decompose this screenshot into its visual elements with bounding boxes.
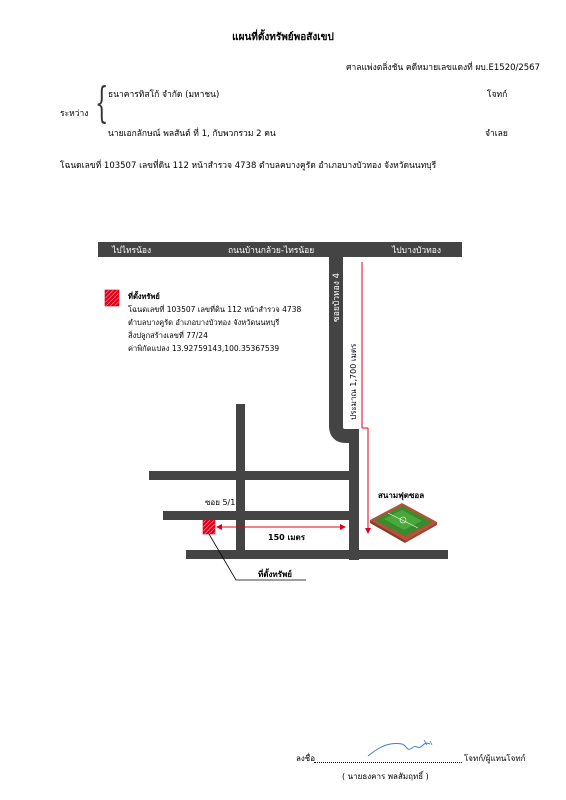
plaintiff-role: โจทก์ [487, 90, 508, 100]
property-parcel [203, 520, 215, 534]
signature-line [314, 762, 462, 763]
sign-label: ลงชื่อ [296, 754, 316, 763]
legend-line-1: โฉนดเลขที่ 103507 เลขที่ดิน 112 หน้าสำรวจ 4738 [128, 305, 302, 314]
main-road-left-label: ไปไทรน้อง [112, 246, 152, 256]
main-road-right-label: ไปบางบัวทอง [392, 246, 442, 256]
plaintiff-name: ธนาคารทิสโก้ จำกัด (มหาชน) [108, 90, 220, 100]
document-title: แผนที่ตั้งทรัพย์พอสังเขป [232, 32, 334, 43]
connector-road [349, 429, 359, 560]
deed-line: โฉนดเลขที่ 103507 เลขที่ดิน 112 หน้าสำรวจ 4738 ตำบลคบางคูรัด อำเภอบางบัวทอง จังหวัดนนทบุรี [60, 161, 437, 171]
legend [128, 290, 301, 355]
defendant-role: จำเลย [485, 129, 508, 139]
futsal-field-label: สนามฟุตซอล [378, 491, 425, 500]
main-road-center-label: ถนนบ้านกล้วย-ไทรน้อย [228, 246, 315, 256]
local-road-upper [149, 471, 359, 480]
futsal-field-icon [370, 503, 437, 543]
local-road-lower [186, 550, 448, 559]
distance-short-label: 150 เมตร [268, 533, 305, 542]
defendant-name: นายเอกลักษณ์ พลสันต์ ที่ 1, กับพวกรวม 2 คน [108, 129, 276, 139]
party-brace: { [95, 78, 109, 127]
property-marker-label: ที่ตั้งทรัพย์ [258, 570, 292, 579]
between-label: ระหว่าง [60, 109, 89, 119]
legend-title: ที่ตั้งทรัพย์ [128, 292, 160, 301]
soi-road-label: ซอยบัวทอง 4 [332, 273, 342, 322]
legend-line-4: ค่าพิกัดแปลง 13.92759143,100.35367539 [128, 344, 280, 353]
court-case-line: ศาลแพ่งตลิ่งชัน คดีหมายเลขแดงที่ ผบ.E1520/2567 [346, 63, 540, 73]
signer-name: ( นายธงคาร พลสัมฤทธิ์ ) [342, 772, 429, 781]
legend-swatch-icon [105, 290, 119, 306]
soi-small-label: ซอย 5/1 [205, 498, 236, 507]
local-road-vertical [236, 404, 245, 554]
distance-long-label: ประมาณ 1,700 เมตร [349, 343, 358, 420]
handwritten-signature [360, 736, 440, 762]
local-road-middle [163, 511, 359, 520]
signer-role: โจทก์/ผู้แทนโจทก์ [464, 754, 526, 763]
legend-line-2: ตำบลบางคูรัด อำเภอบางบัวทอง จังหวัดนนทบุรี [128, 318, 280, 327]
legend-line-3: สิ่งปลูกสร้างเลขที่ 77/24 [128, 331, 208, 340]
